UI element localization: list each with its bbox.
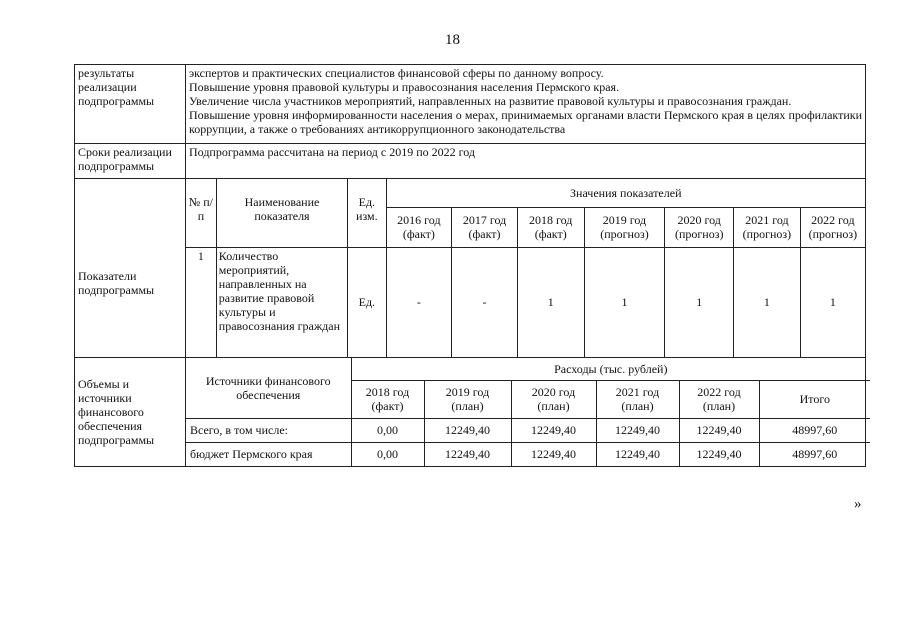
finance-value: 12249,40 — [679, 418, 759, 442]
finance-value: 12249,40 — [596, 418, 679, 442]
indicator-value: - — [386, 247, 452, 357]
indicator-unit: Ед. — [348, 247, 386, 357]
results-label: результаты реализации подпрограммы — [75, 65, 186, 144]
terms-row — [75, 144, 866, 179]
finance-table — [186, 358, 870, 466]
results-row — [75, 65, 866, 144]
finance-value: 12249,40 — [424, 442, 511, 466]
indicators-year-header: 2019 год (прогноз) — [584, 207, 665, 247]
indicators-cell — [186, 179, 866, 358]
results-line: Увеличение числа участников мероприятий, направленных на развитие правовой культуры и правосознания граждан. — [189, 94, 792, 108]
finance-total: 48997,60 — [759, 442, 870, 466]
indicator-value: - — [452, 247, 518, 357]
finance-value: 12249,40 — [424, 418, 511, 442]
indicator-name: Количество мероприятий, направленных на развитие правовой культуры и правосознания граждан — [216, 247, 347, 357]
subprogram-passport-table — [74, 64, 866, 467]
finance-col-source: Источники финансового обеспечения — [186, 358, 351, 418]
indicator-value: 1 — [584, 247, 665, 357]
indicators-label: Показатели подпрограммы — [75, 179, 186, 358]
finance-source: бюджет Пермского края — [186, 442, 351, 466]
finance-value: 12249,40 — [679, 442, 759, 466]
indicator-value: 1 — [665, 247, 734, 357]
finance-year-header: 2021 год (план) — [596, 380, 679, 418]
terms-label: Сроки реализации подпрограммы — [75, 144, 186, 179]
finance-value: 12249,40 — [596, 442, 679, 466]
finance-total: 48997,60 — [759, 418, 870, 442]
indicators-year-header: 2020 год (прогноз) — [665, 207, 734, 247]
indicators-col-unit: Ед. изм. — [348, 179, 386, 247]
indicators-row — [75, 179, 866, 358]
indicators-table — [186, 179, 865, 357]
results-text — [186, 65, 866, 144]
finance-label: Объемы и источники финансового обеспечения подпрограммы — [75, 358, 186, 467]
terms-text: Подпрограмма рассчитана на период с 2019 по 2022 год — [186, 144, 866, 179]
finance-value: 0,00 — [351, 418, 424, 442]
page-number: 18 — [445, 32, 460, 48]
finance-value: 12249,40 — [511, 442, 596, 466]
finance-total-header: Итого — [759, 380, 870, 418]
finance-year-header: 2018 год (факт) — [351, 380, 424, 418]
finance-year-header: 2022 год (план) — [679, 380, 759, 418]
indicators-year-header: 2021 год (прогноз) — [734, 207, 801, 247]
results-line: экспертов и практических специалистов финансовой сферы по данному вопросу. — [189, 66, 604, 80]
finance-year-header: 2020 год (план) — [511, 380, 596, 418]
indicators-year-header: 2018 год (факт) — [517, 207, 584, 247]
table-row — [186, 418, 870, 442]
indicators-year-header: 2016 год (факт) — [386, 207, 452, 247]
indicators-col-num: № п/п — [186, 179, 216, 247]
finance-value: 0,00 — [351, 442, 424, 466]
results-line: Повышение уровня правовой культуры и правосознания населения Пермского края. — [189, 80, 620, 94]
finance-expenses-header: Расходы (тыс. рублей) — [351, 358, 870, 380]
finance-value: 12249,40 — [511, 418, 596, 442]
indicators-year-header: 2017 год (факт) — [452, 207, 518, 247]
indicators-year-header: 2022 год (прогноз) — [800, 207, 865, 247]
indicator-num: 1 — [186, 247, 216, 357]
indicator-value: 1 — [734, 247, 801, 357]
table-row — [186, 442, 870, 466]
indicators-col-name: Наименование показателя — [216, 179, 347, 247]
indicators-values-header: Значения показателей — [386, 179, 865, 207]
indicator-value: 1 — [517, 247, 584, 357]
finance-source: Всего, в том числе: — [186, 418, 351, 442]
finance-cell — [186, 358, 866, 467]
table-row — [186, 247, 865, 357]
closing-quote: » — [854, 496, 862, 512]
results-line: Повышение уровня информированности населения о мерах, принимаемых органами власти Пермского края в целях профилактики коррупции, а также о требованиях антикоррупционного законодательства — [189, 108, 862, 136]
finance-row — [75, 358, 866, 467]
finance-year-header: 2019 год (план) — [424, 380, 511, 418]
indicator-value: 1 — [800, 247, 865, 357]
